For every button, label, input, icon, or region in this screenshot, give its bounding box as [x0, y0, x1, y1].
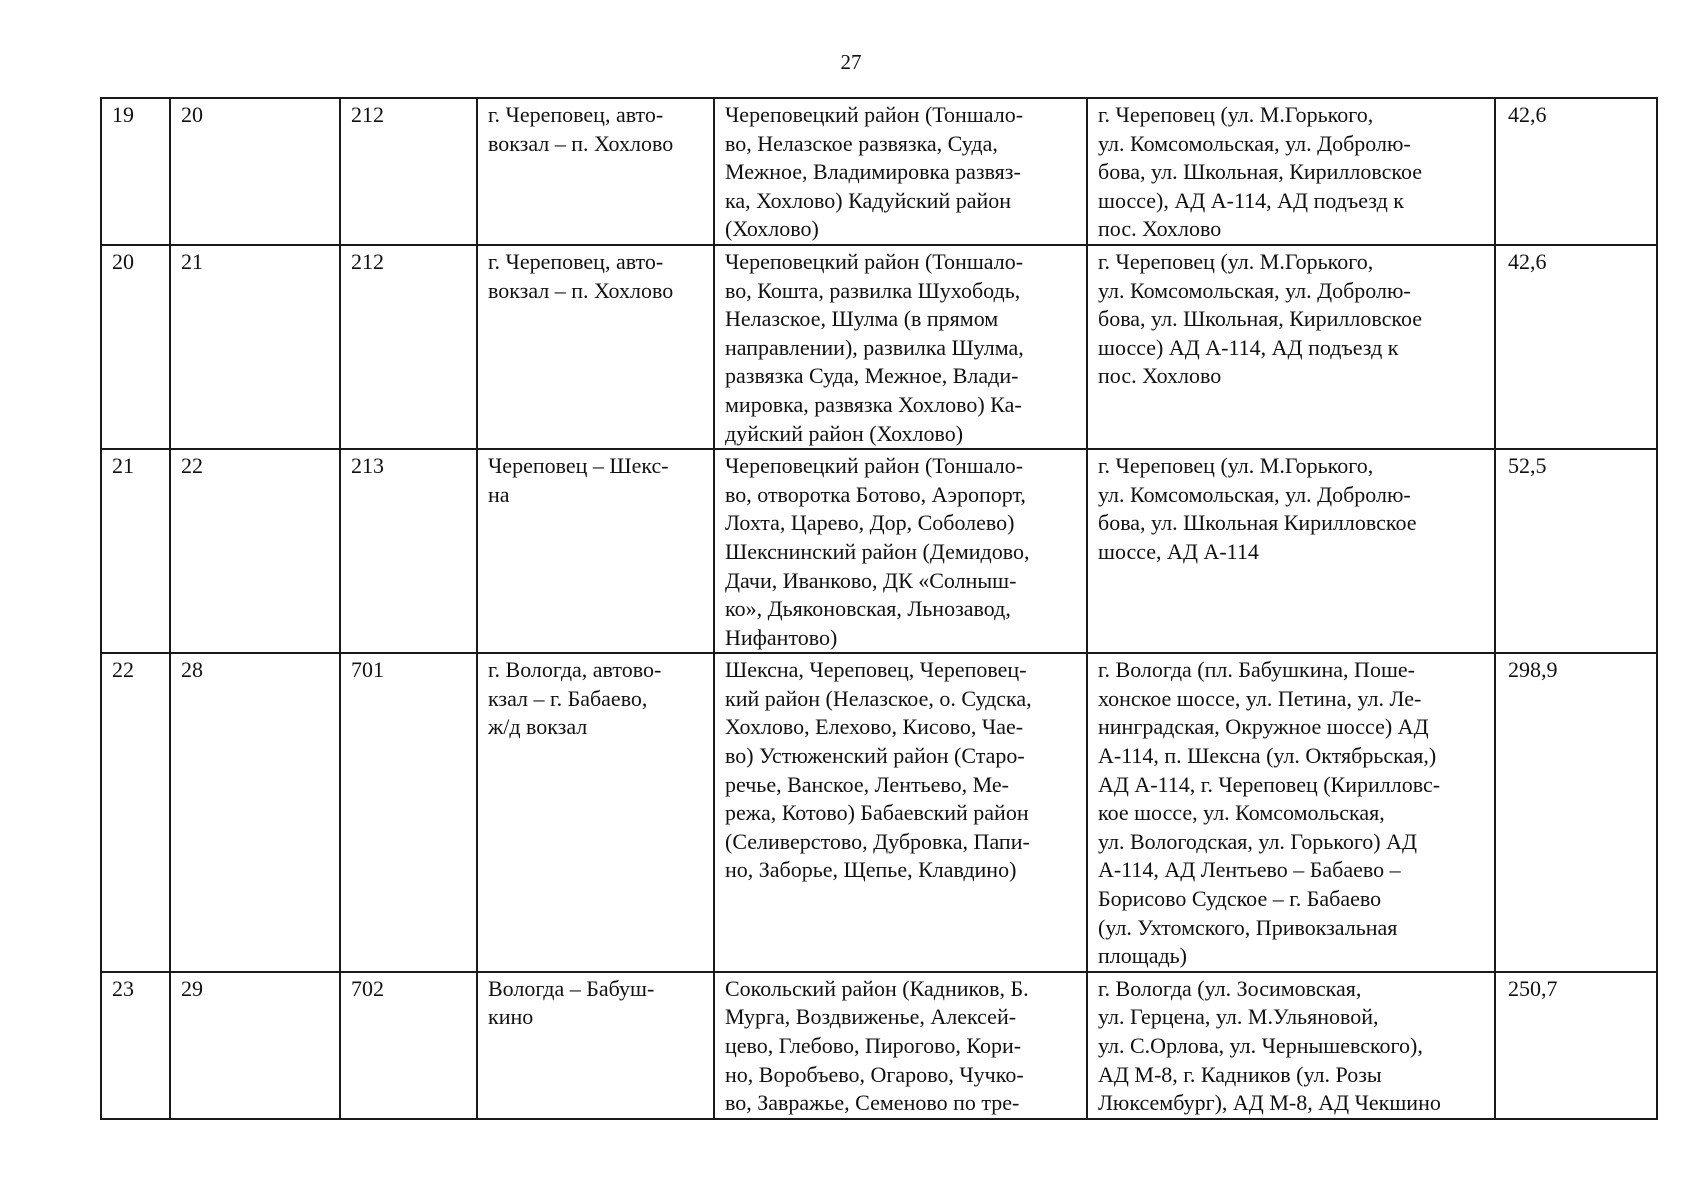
- cell-route-number: 702: [340, 972, 477, 1119]
- cell-intermediate-stops: Череповецкий район (Тоншало- во, отворотка Ботово, Аэропорт, Лохта, Царево, Дор, Соболево) Шекснинский район (Демидово, Дачи, Иванково, ДК «Солныш- ко», Дьяконовская, Льнозавод, Нифантово): [714, 449, 1087, 653]
- cell-row-number: 20: [101, 245, 170, 449]
- cell-streets-and-roads: г. Вологда (пл. Бабушкина, Поше- хонское шоссе, ул. Петина, ул. Ле- нинградская, Окружное шоссе) АД А-114, п. Шексна (ул. Октябрьская,) АД А-114, г. Череповец (Кирилловс- кое шоссе, ул. Комсомольская, ул. Вологодская, ул. Горького) АД А-114, АД Лентьево – Бабаево – Борисово Судское – г. Бабаево (ул. Ухтомского, Привокзальная площадь): [1087, 653, 1495, 972]
- cell-registration-number: 20: [170, 98, 340, 245]
- table-row: [101, 653, 1657, 972]
- routes-table: [100, 97, 1658, 1120]
- cell-route-number: 213: [340, 449, 477, 653]
- cell-row-number: 19: [101, 98, 170, 245]
- routes-table-body: [101, 98, 1657, 1119]
- cell-row-number: 21: [101, 449, 170, 653]
- page-number: 27: [840, 50, 862, 74]
- cell-registration-number: 21: [170, 245, 340, 449]
- cell-registration-number: 22: [170, 449, 340, 653]
- cell-intermediate-stops: Шексна, Череповец, Череповец- кий район (Нелазское, о. Судска, Хохлово, Елехово, Кисово, Чае- во) Устюженский район (Старо- речье, Ванское, Лентьево, Ме- режа, Котово) Бабаевский район (Селиверстово, Дубровка, Папи- но, Заборье, Щепье, Клавдино): [714, 653, 1087, 972]
- cell-route-length: 42,6: [1495, 245, 1657, 449]
- cell-streets-and-roads: г. Череповец (ул. М.Горького, ул. Комсомольская, ул. Добролю- бова, ул. Школьная, Кирилловское шоссе) АД А-114, АД подъезд к пос. Хохлово: [1087, 245, 1495, 449]
- cell-intermediate-stops: Череповецкий район (Тоншало- во, Нелазское развязка, Суда, Межное, Владимировка развяз- ка, Хохлово) Кадуйский район (Хохлово): [714, 98, 1087, 245]
- cell-streets-and-roads: г. Череповец (ул. М.Горького, ул. Комсомольская, ул. Добролю- бова, ул. Школьная Кирилловское шоссе, АД А-114: [1087, 449, 1495, 653]
- cell-route-name: Вологда – Бабуш- кино: [477, 972, 714, 1119]
- cell-streets-and-roads: г. Вологда (ул. Зосимовская, ул. Герцена, ул. М.Ульяновой, ул. С.Орлова, ул. Чернышевского), АД М-8, г. Кадников (ул. Розы Люксембург), АД М-8, АД Чекшино: [1087, 972, 1495, 1119]
- cell-registration-number: 29: [170, 972, 340, 1119]
- cell-route-name: г. Вологда, автово- кзал – г. Бабаево, ж/д вокзал: [477, 653, 714, 972]
- cell-route-name: г. Череповец, авто- вокзал – п. Хохлово: [477, 245, 714, 449]
- table-row: [101, 449, 1657, 653]
- cell-route-length: 250,7: [1495, 972, 1657, 1119]
- cell-route-length: 52,5: [1495, 449, 1657, 653]
- table-row: [101, 98, 1657, 245]
- cell-route-number: 212: [340, 245, 477, 449]
- table-row: [101, 245, 1657, 449]
- cell-intermediate-stops: Череповецкий район (Тоншало- во, Кошта, развилка Шухободь, Нелазское, Шулма (в прямом направлении), развилка Шулма, развязка Суда, Межное, Влади- мировка, развязка Хохлово) Ка- дуйский район (Хохлово): [714, 245, 1087, 449]
- cell-route-length: 42,6: [1495, 98, 1657, 245]
- cell-registration-number: 28: [170, 653, 340, 972]
- cell-streets-and-roads: г. Череповец (ул. М.Горького, ул. Комсомольская, ул. Добролю- бова, ул. Школьная, Кирилловское шоссе), АД А-114, АД подъезд к пос. Хохлово: [1087, 98, 1495, 245]
- cell-intermediate-stops: Сокольский район (Кадников, Б. Мурга, Воздвиженье, Алексей- цево, Глебово, Пирогово, Кори- но, Воробъево, Огарово, Чучко- во, Завражье, Семеново по тре-: [714, 972, 1087, 1119]
- cell-row-number: 23: [101, 972, 170, 1119]
- cell-route-name: г. Череповец, авто- вокзал – п. Хохлово: [477, 98, 714, 245]
- cell-route-length: 298,9: [1495, 653, 1657, 972]
- cell-route-number: 212: [340, 98, 477, 245]
- table-row: [101, 972, 1657, 1119]
- cell-row-number: 22: [101, 653, 170, 972]
- cell-route-name: Череповец – Шекс- на: [477, 449, 714, 653]
- cell-route-number: 701: [340, 653, 477, 972]
